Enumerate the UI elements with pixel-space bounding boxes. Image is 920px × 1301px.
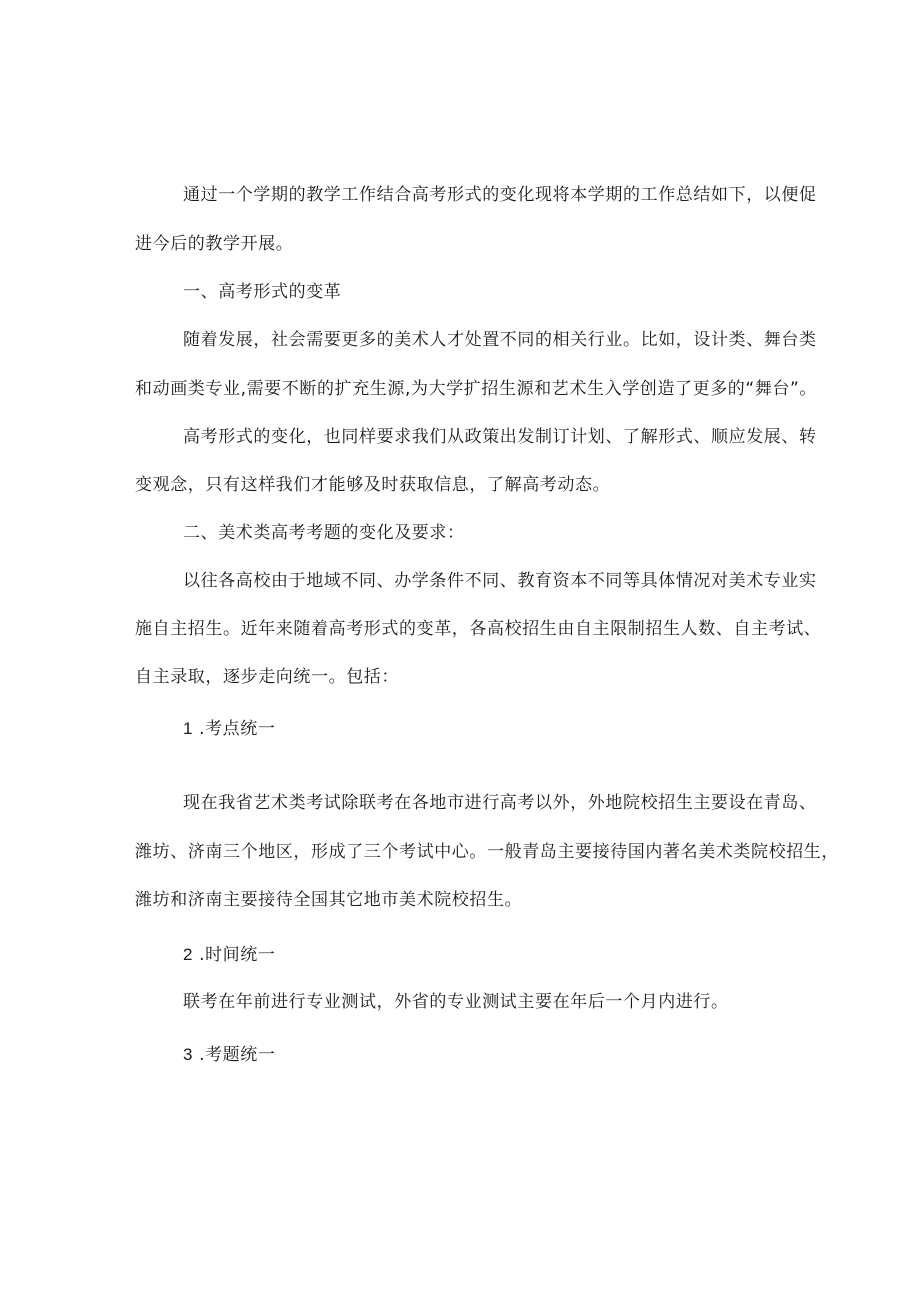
section-1-para-1-line-2: 和动画类专业,需要不断的扩充生源,为大学扩招生源和艺术生入学创造了更多的“舞台”。 bbox=[135, 379, 818, 399]
list-item-2-heading bbox=[183, 943, 275, 967]
list-item-1-para-line-2: 潍坊、济南三个地区，形成了三个考试中心。一般青岛主要接待国内著名美术类院校招生， bbox=[135, 842, 839, 862]
list-item-2-title: .时间统一 bbox=[199, 945, 276, 965]
list-item-3-heading bbox=[183, 1043, 275, 1067]
section-2-heading: 二、美术类高考考题的变化及要求： bbox=[183, 523, 465, 543]
list-item-1-heading bbox=[183, 717, 275, 741]
list-item-3-number: 3 bbox=[183, 1045, 194, 1064]
list-item-2-para-line-1: 联考在年前进行专业测试，外省的专业测试主要在年后一个月内进行。 bbox=[183, 992, 729, 1012]
list-item-1-title: .考点统一 bbox=[199, 719, 276, 739]
section-1-para-2-line-1: 高考形式的变化，也同样要求我们从政策出发制订计划、了解形式、顺应发展、转 bbox=[183, 427, 817, 447]
list-item-3-title: .考题统一 bbox=[199, 1045, 276, 1065]
list-item-1-para-line-1: 现在我省艺术类考试除联考在各地市进行高考以外，外地院校招生主要设在青岛、 bbox=[183, 793, 817, 813]
intro-line-2: 进今后的教学开展。 bbox=[135, 234, 294, 254]
section-2-para-1-line-1: 以往各高校由于地域不同、办学条件不同、教育资本不同等具体情况对美术专业实 bbox=[183, 571, 817, 591]
section-1-para-1-line-1: 随着发展，社会需要更多的美术人才处置不同的相关行业。比如，设计类、舞台类 bbox=[183, 330, 817, 350]
list-item-2-number: 2 bbox=[183, 945, 194, 964]
list-item-1-para-line-3: 潍坊和济南主要接待全国其它地市美术院校招生。 bbox=[135, 890, 523, 910]
section-2-para-1-line-3: 自主录取，逐步走向统一。包括： bbox=[135, 667, 399, 687]
section-1-para-2-line-2: 变观念，只有这样我们才能够及时获取信息，了解高考动态。 bbox=[135, 475, 611, 495]
list-item-1-number: 1 bbox=[183, 719, 194, 738]
section-2-para-1-line-2: 施自主招生。近年来随着高考形式的变革，各高校招生由自主限制招生人数、自主考试、 bbox=[135, 619, 822, 639]
intro-line-1: 通过一个学期的教学工作结合高考形式的变化现将本学期的工作总结如下，以便促 bbox=[183, 185, 817, 205]
section-1-heading: 一、高考形式的变革 bbox=[183, 282, 342, 302]
